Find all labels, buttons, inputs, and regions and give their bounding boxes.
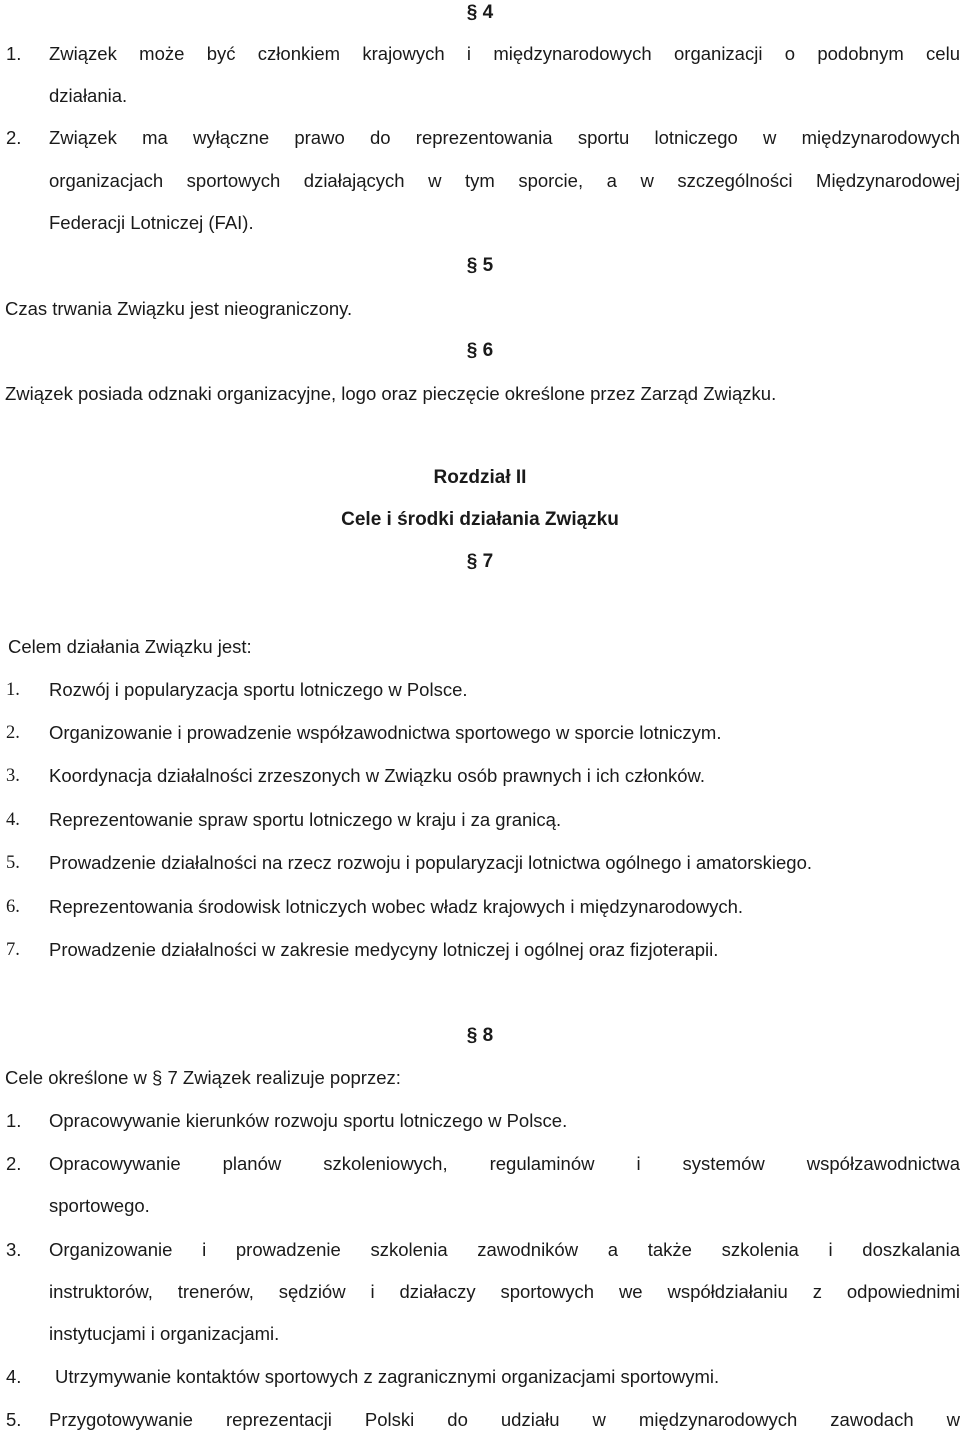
sec7-item-4-number: 4. (6, 810, 20, 830)
section-7-intro: Celem działania Związku jest: (8, 636, 252, 657)
chapter-title: Rozdział II (433, 467, 527, 488)
sec8-item-5-line-1: Przygotowywanie reprezentacji Polski do udziału w międzynarodowych zawodach w (49, 1409, 960, 1430)
sec7-item-7-number: 7. (6, 940, 20, 960)
sec4-item-1-number: 1. (6, 43, 22, 64)
section-4-heading: § 4 (466, 2, 494, 23)
sec7-item-6-text: Reprezentowania środowisk lotniczych wobec władz krajowych i międzynarodowych. (49, 896, 744, 917)
sec8-item-2-line-1: Opracowywanie planów szkoleniowych, regulaminów i systemów współzawodnictwa (49, 1153, 960, 1174)
sec7-item-5-text: Prowadzenie działalności na rzecz rozwoju i popularyzacji lotnictwa ogólnego i amatorskiego. (49, 852, 813, 873)
section-6-text: Związek posiada odznaki organizacyjne, logo oraz pieczęcie określone przez Zarząd Związku. (5, 383, 777, 404)
section-5-heading: § 5 (466, 255, 494, 276)
sec8-item-3-line-1: Organizowanie i prowadzenie szkolenia zawodników a także szkolenia i doszkalania (49, 1239, 960, 1260)
sec8-item-2-line-2: sportowego. (49, 1195, 150, 1216)
sec4-item-1-line-1: Związek może być członkiem krajowych i międzynarodowych organizacji o podobnym celu (49, 43, 960, 64)
sec7-item-2-number: 2. (6, 723, 20, 743)
sec8-item-3-line-2: instruktorów, trenerów, sędziów i działaczy sportowych we współdziałaniu z odpowiednimi (49, 1281, 960, 1302)
sec8-item-4-number: 4. (6, 1366, 22, 1387)
section-5-text: Czas trwania Związku jest nieograniczony. (5, 298, 353, 319)
sec7-item-1-number: 1. (6, 680, 20, 700)
sec8-item-1-line-1: Opracowywanie kierunków rozwoju sportu lotniczego w Polsce. (49, 1110, 568, 1131)
sec7-item-6-number: 6. (6, 897, 20, 917)
sec4-item-2-line-2: organizacjach sportowych działających w tym sporcie, a w szczególności Międzynarodowej (49, 170, 960, 191)
sec4-item-2-line-1: Związek ma wyłączne prawo do reprezentowania sportu lotniczego w międzynarodowych (49, 127, 960, 148)
section-6-heading: § 6 (466, 340, 494, 361)
sec8-item-2-number: 2. (6, 1153, 22, 1174)
sec8-item-3-number: 3. (6, 1239, 22, 1260)
sec4-item-2-line-3: Federacji Lotniczej (FAI). (49, 212, 254, 233)
sec7-item-2-text: Organizowanie i prowadzenie współzawodnictwa sportowego w sporcie lotniczym. (49, 722, 722, 743)
section-8-heading: § 8 (466, 1025, 494, 1046)
chapter-subtitle: Cele i środki działania Związku (341, 509, 619, 530)
sec8-item-5-number: 5. (6, 1409, 22, 1430)
section-7-heading: § 7 (466, 551, 494, 572)
section-8-intro: Cele określone w § 7 Związek realizuje poprzez: (5, 1067, 401, 1088)
sec7-item-3-number: 3. (6, 766, 20, 786)
sec7-item-4-text: Reprezentowanie spraw sportu lotniczego w kraju i za granicą. (49, 809, 562, 830)
sec7-item-5-number: 5. (6, 853, 20, 873)
sec7-item-1-text: Rozwój i popularyzacja sportu lotniczego w Polsce. (49, 679, 468, 700)
sec7-item-7-text: Prowadzenie działalności w zakresie medycyny lotniczej i ogólnej oraz fizjoterapii. (49, 939, 719, 960)
sec8-item-3-line-3: instytucjami i organizacjami. (49, 1323, 280, 1344)
sec7-item-3-text: Koordynacja działalności zrzeszonych w Związku osób prawnych i ich członków. (49, 765, 706, 786)
sec4-item-1-line-2: działania. (49, 85, 128, 106)
sec8-item-1-number: 1. (6, 1110, 22, 1131)
sec4-item-2-number: 2. (6, 127, 22, 148)
sec8-item-4-line-1: Utrzymywanie kontaktów sportowych z zagranicznymi organizacjami sportowymi. (55, 1366, 720, 1387)
